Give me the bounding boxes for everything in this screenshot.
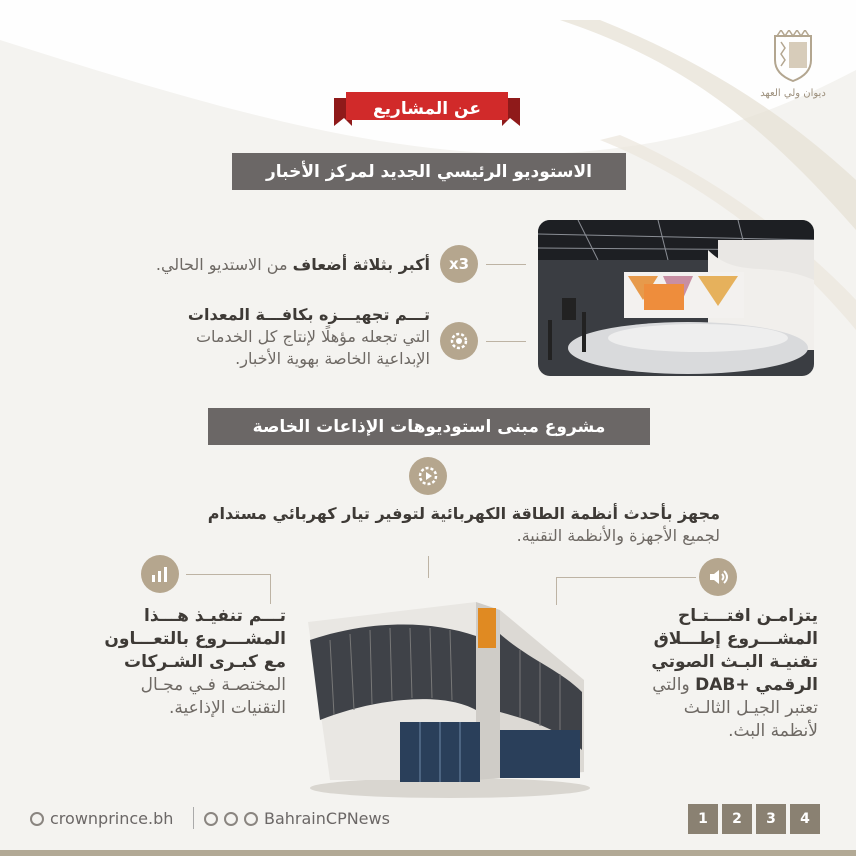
connector-line (486, 341, 526, 342)
gear-icon (440, 322, 478, 360)
right-rest4: والتي (652, 675, 696, 695)
radio-building-image (300, 600, 590, 800)
page-button-4[interactable]: 4 (790, 804, 820, 834)
right-text (600, 605, 818, 743)
center-bold: مجهز بأحدث أنظمة الطاقة الكهربائية لتوفير تيار كهربائي مستدام (207, 504, 720, 523)
right-bold1: يتزامـن افتـــتـاح (678, 606, 818, 626)
studio-photo (538, 220, 814, 376)
youtube-icon (244, 812, 258, 826)
left-text (60, 605, 286, 720)
handle-label: BahrainCPNews (264, 809, 390, 828)
fact1-rest: من الاستديو الحالي. (155, 255, 293, 274)
website-link[interactable] (30, 809, 173, 828)
globe-icon (30, 812, 44, 826)
fact2-line2: التي تجعله مؤهلًا لإنتاج كل الخدمات (195, 327, 430, 346)
left-rest1: المختصـة فـي مجـال (140, 675, 286, 695)
connector-line (486, 264, 526, 265)
left-bold1: تـــم تنفيـذ هـــذا (144, 606, 286, 626)
chart-icon (141, 555, 179, 593)
section1-title: الاستوديو الرئيسي الجديد لمركز الأخبار (232, 153, 626, 190)
right-bold3: تقنيـة البـث الصوتي (651, 652, 818, 672)
right-rest6: لأنظمة البث. (728, 721, 818, 741)
connector-line (556, 577, 696, 578)
social-handle[interactable] (204, 809, 390, 828)
left-bold3: مع كبـرى الشـركات (123, 652, 286, 672)
left-rest2: التقنيات الإذاعية. (169, 698, 286, 718)
connector-line (186, 574, 270, 575)
section2-title: مشروع مبنى استوديوهات الإذاعات الخاصة (208, 408, 650, 445)
footer-divider (193, 807, 194, 829)
fact2-text (80, 304, 430, 370)
speaker-icon (699, 558, 737, 596)
fact1-bold: أكبر بثلاثة أضعاف (292, 255, 430, 274)
emblem-icon (771, 30, 815, 82)
logo-caption: ديوان ولي العهد (760, 88, 826, 99)
pager (688, 804, 820, 834)
section-ribbon (334, 92, 520, 126)
page-button-3[interactable]: 3 (756, 804, 786, 834)
right-rest5: تعتبر الجيـل الثالـث (683, 698, 818, 718)
x3-label: x3 (448, 255, 470, 273)
bottom-strip (0, 850, 856, 856)
fact2-bold: تـــم تجهيـــزه بكافـــة المعدات (187, 305, 430, 324)
fact1-text (80, 254, 430, 276)
right-bold4: الرقمي +DAB (695, 675, 818, 695)
fact2-line3: الإبداعية الخاصة بهوية الأخبار. (235, 349, 430, 368)
left-bold2: المشـــروع بالتعـــاون (104, 629, 286, 649)
page-button-1[interactable]: 1 (688, 804, 718, 834)
footer (0, 797, 856, 856)
crown-prince-logo (758, 30, 828, 110)
page-button-2[interactable]: 2 (722, 804, 752, 834)
ribbon-label: عن المشاريع (373, 99, 481, 119)
website-label: crownprince.bh (50, 809, 174, 828)
connector-vline (270, 574, 271, 604)
center-text (100, 503, 720, 547)
right-bold2: المشـــروع إطـــلاق (653, 629, 818, 649)
instagram-icon (204, 812, 218, 826)
power-gear-icon (409, 457, 447, 495)
x3-icon (440, 245, 478, 283)
x-icon (224, 812, 238, 826)
connector-vline (428, 556, 429, 578)
center-rest: لجميع الأجهزة والأنظمة التقنية. (516, 526, 720, 545)
